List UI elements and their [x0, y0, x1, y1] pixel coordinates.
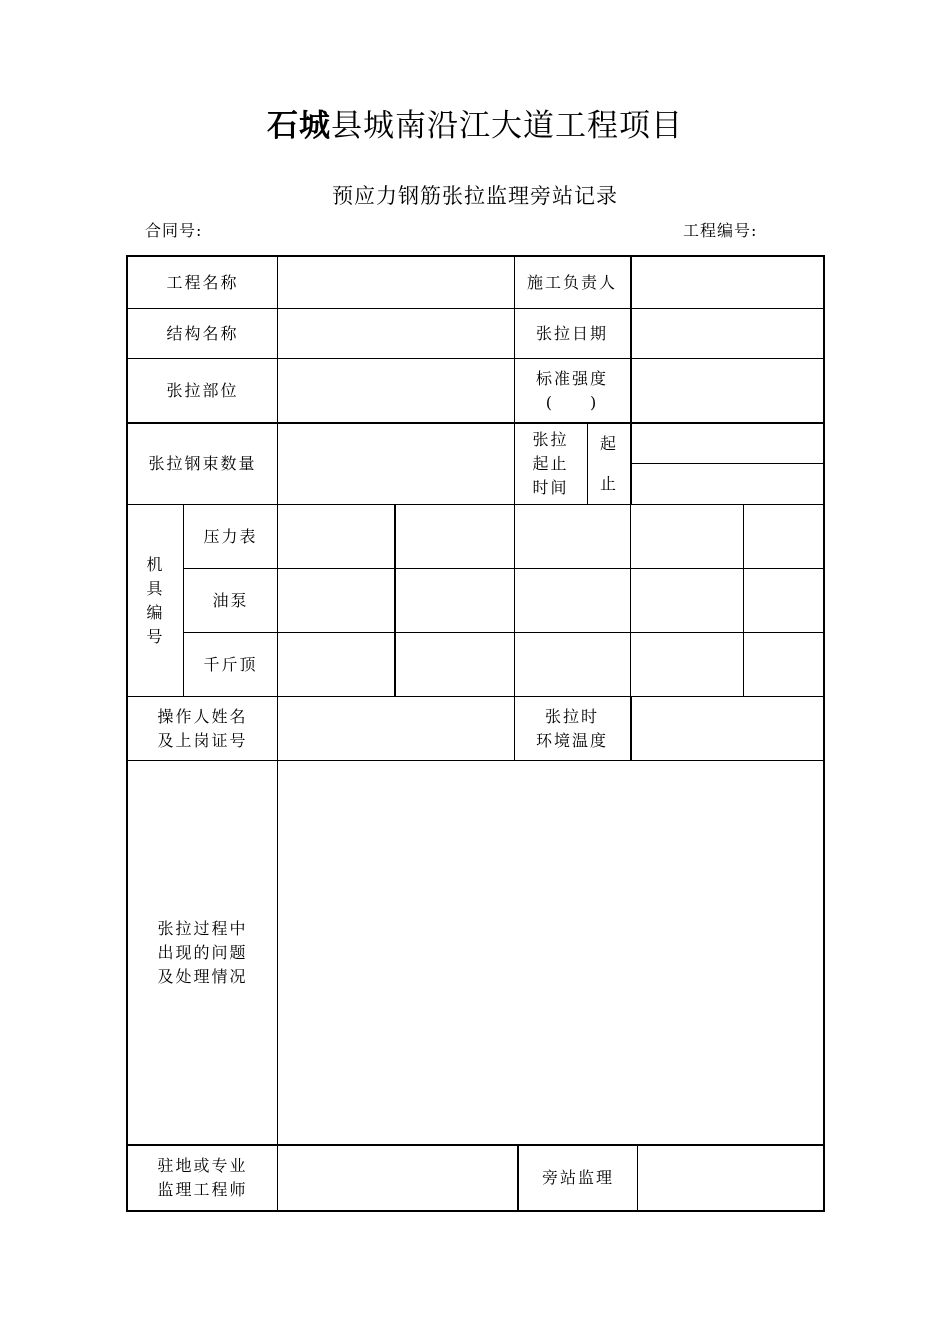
contract-no-label: 合同号:	[145, 221, 203, 240]
project-no-label: 工程编号:	[683, 221, 758, 240]
standard-strength-field[interactable]	[632, 359, 823, 422]
construction-lead-label: 施工负责人	[526, 272, 617, 292]
col-rule	[630, 504, 631, 696]
ambient-temp-label: 张拉时 环境温度	[535, 706, 608, 750]
project-name-field[interactable]	[278, 257, 514, 308]
end-label: 止	[599, 474, 618, 493]
structure-name-label: 结构名称	[166, 323, 239, 343]
resident-engineer-label: 驻地或专业 监理工程师	[157, 1156, 248, 1199]
col-rule	[514, 504, 515, 696]
standard-strength-label: 标准强度 ( )	[535, 368, 608, 412]
strand-count-label: 张拉钢束数量	[148, 454, 257, 473]
operator-label: 操作人姓名 及上岗证号	[157, 706, 248, 750]
tension-date-label: 张拉日期	[535, 323, 608, 343]
equipment-no-label: 机 具 编 号	[146, 554, 165, 646]
record-form-table	[126, 255, 825, 1212]
oil-pump-label: 油泵	[212, 590, 249, 610]
operator-field[interactable]	[278, 697, 514, 760]
onsite-supervisor-field[interactable]	[638, 1146, 823, 1210]
strand-count-field[interactable]	[278, 424, 514, 504]
project-name-label: 工程名称	[166, 272, 239, 292]
start-time-field[interactable]	[632, 424, 823, 463]
row-rule	[183, 568, 823, 569]
col-rule	[394, 504, 396, 696]
resident-engineer-field[interactable]	[278, 1146, 517, 1210]
page-title	[0, 100, 950, 145]
issues-field[interactable]	[278, 761, 823, 1144]
tension-date-field[interactable]	[632, 309, 823, 358]
onsite-supervisor-label: 旁站监理	[541, 1168, 614, 1187]
tension-location-label: 张拉部位	[166, 380, 239, 400]
col-rule	[743, 504, 744, 696]
ambient-temp-field[interactable]	[632, 697, 823, 760]
end-time-field[interactable]	[632, 464, 823, 504]
row-rule	[183, 632, 823, 633]
jack-label: 千斤顶	[203, 654, 258, 674]
form-subtitle: 预应力钢筋张拉监理旁站记录	[332, 184, 618, 208]
construction-lead-field[interactable]	[632, 257, 823, 308]
issues-label: 张拉过程中 出现的问题 及处理情况	[157, 918, 248, 986]
pressure-gauge-label: 压力表	[203, 526, 258, 546]
tension-time-label: 张拉 起止 时间	[532, 430, 569, 497]
title-rest-part: 县城南沿江大道工程项目	[331, 108, 683, 144]
tension-location-field[interactable]	[278, 359, 514, 422]
structure-name-field[interactable]	[278, 309, 514, 358]
start-label: 起	[599, 433, 618, 453]
title-bold-part: 石城	[267, 108, 331, 144]
